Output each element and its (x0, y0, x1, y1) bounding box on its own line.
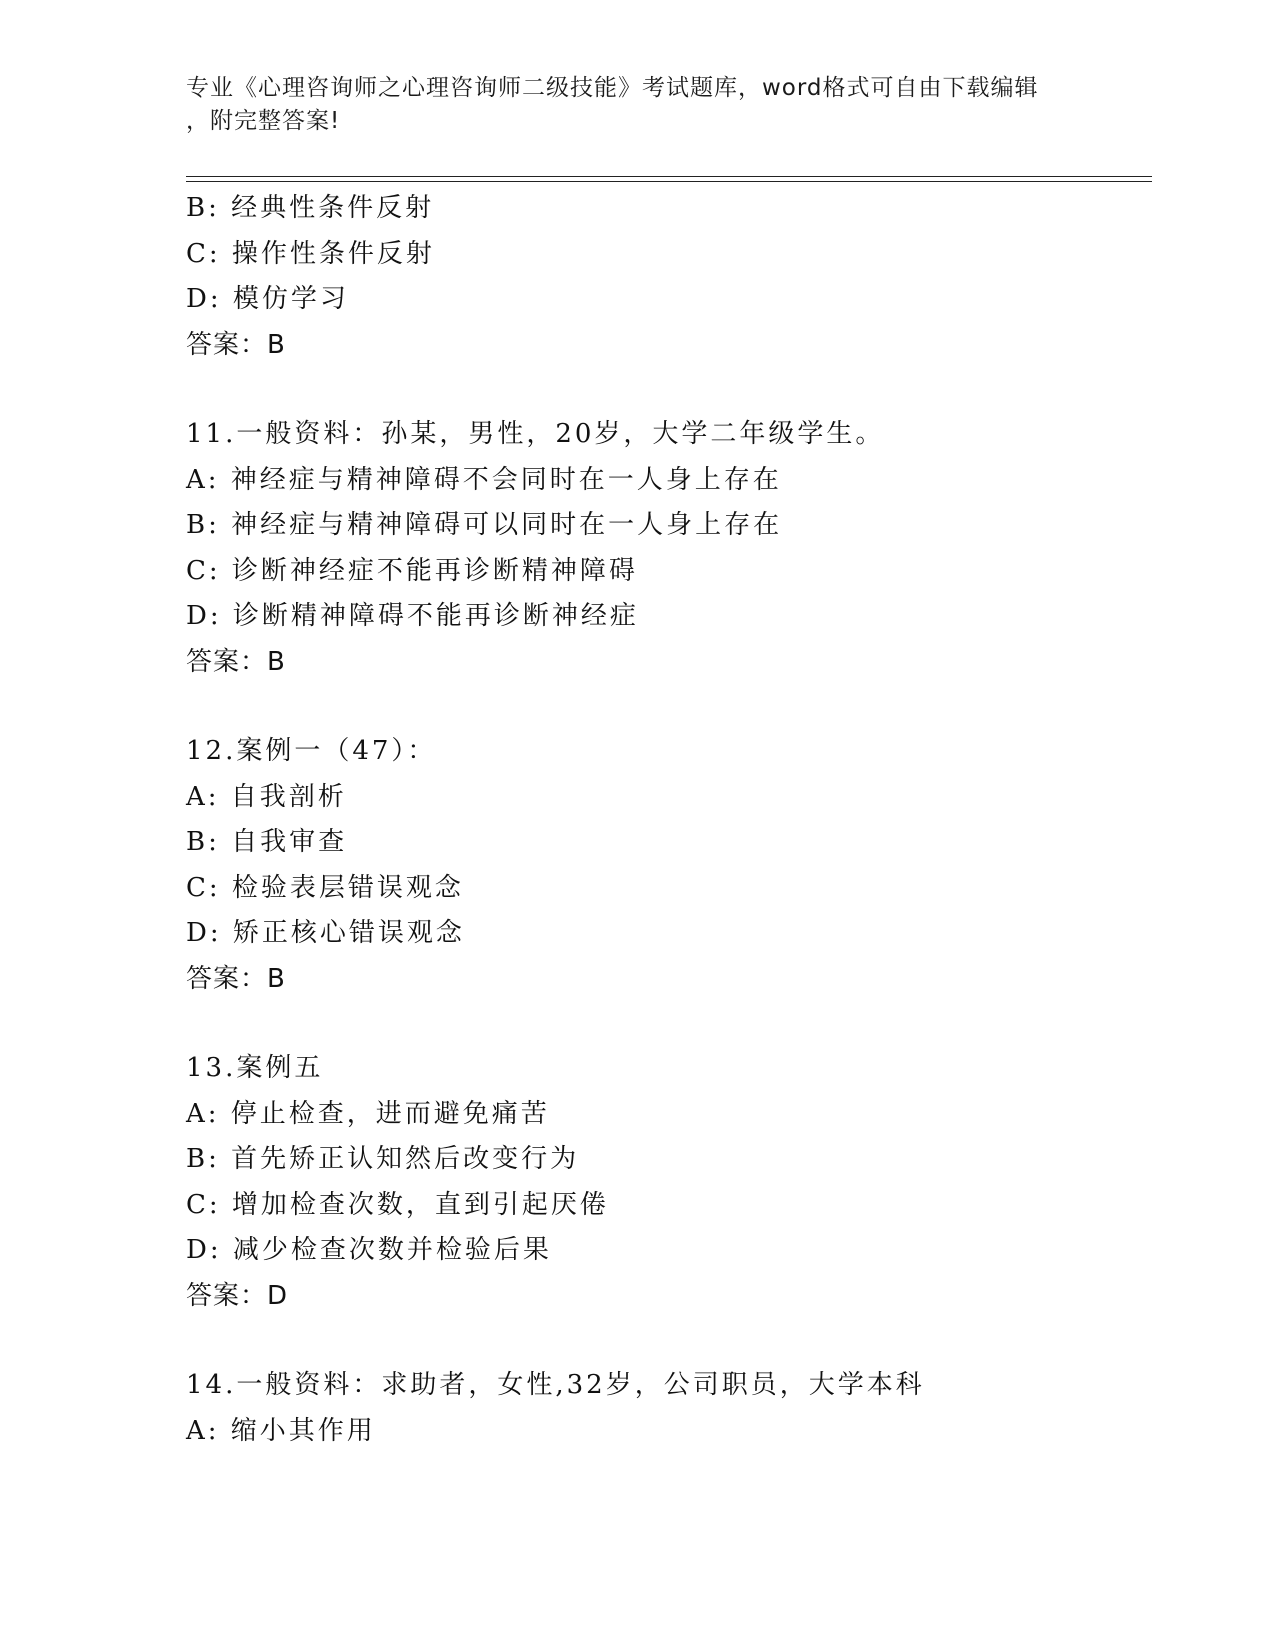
header-line-1: 专业《心理咨询师之心理咨询师二级技能》考试题库，word格式可自由下载编辑 (186, 75, 1039, 101)
spacer (186, 1319, 1152, 1363)
option-c: C: 增加检查次数，直到引起厌倦 (186, 1189, 609, 1220)
option-a: A: 停止检查，进而避免痛苦 (186, 1098, 550, 1129)
question-14 (186, 1363, 1152, 1454)
question-13 (186, 1046, 1152, 1319)
question-stem: 13.案例五 (186, 1053, 324, 1083)
option-b: B: 神经症与精神障碍可以同时在一人身上存在 (186, 510, 783, 540)
answer-line: 答案：B (186, 963, 286, 994)
option-b: B: 自我审查 (186, 827, 348, 857)
option-a: A: 缩小其作用 (186, 1415, 376, 1446)
question-stem: 14.一般资料：求助者，女性,32岁，公司职员，大学本科 (186, 1370, 925, 1400)
option-a: A: 神经症与精神障碍不会同时在一人身上存在 (186, 464, 782, 495)
question-list (186, 186, 1152, 1454)
question-stem: 11.一般资料：孙某，男性，20岁，大学二年级学生。 (186, 419, 885, 449)
answer-line: 答案：B (186, 329, 286, 360)
option-c: C: 检验表层错误观念 (186, 872, 464, 903)
header-line-2: ，附完整答案! (186, 108, 341, 134)
question-12 (186, 729, 1152, 1002)
answer-line: 答案：D (186, 1280, 289, 1311)
option-d: D: 矫正核心错误观念 (186, 918, 465, 948)
spacer (186, 368, 1152, 412)
header-rule-top (186, 176, 1152, 177)
question-stem: 12.案例一（47）： (186, 736, 437, 766)
spacer (186, 685, 1152, 729)
option-b: B: 经典性条件反射 (186, 193, 435, 223)
header-rule-bottom (186, 181, 1152, 182)
answer-line: 答案：B (186, 646, 286, 677)
option-b: B: 首先矫正认知然后改变行为 (186, 1144, 580, 1174)
question-11 (186, 412, 1152, 685)
spacer (186, 1002, 1152, 1046)
option-d: D: 诊断精神障碍不能再诊断神经症 (186, 601, 639, 631)
option-a: A: 自我剖析 (186, 781, 347, 812)
option-c: C: 操作性条件反射 (186, 238, 435, 269)
option-d: D: 模仿学习 (186, 284, 349, 314)
option-c: C: 诊断神经症不能再诊断精神障碍 (186, 555, 638, 586)
question-partial (186, 186, 1152, 368)
document-header (186, 72, 1086, 138)
option-d: D: 减少检查次数并检验后果 (186, 1235, 552, 1265)
